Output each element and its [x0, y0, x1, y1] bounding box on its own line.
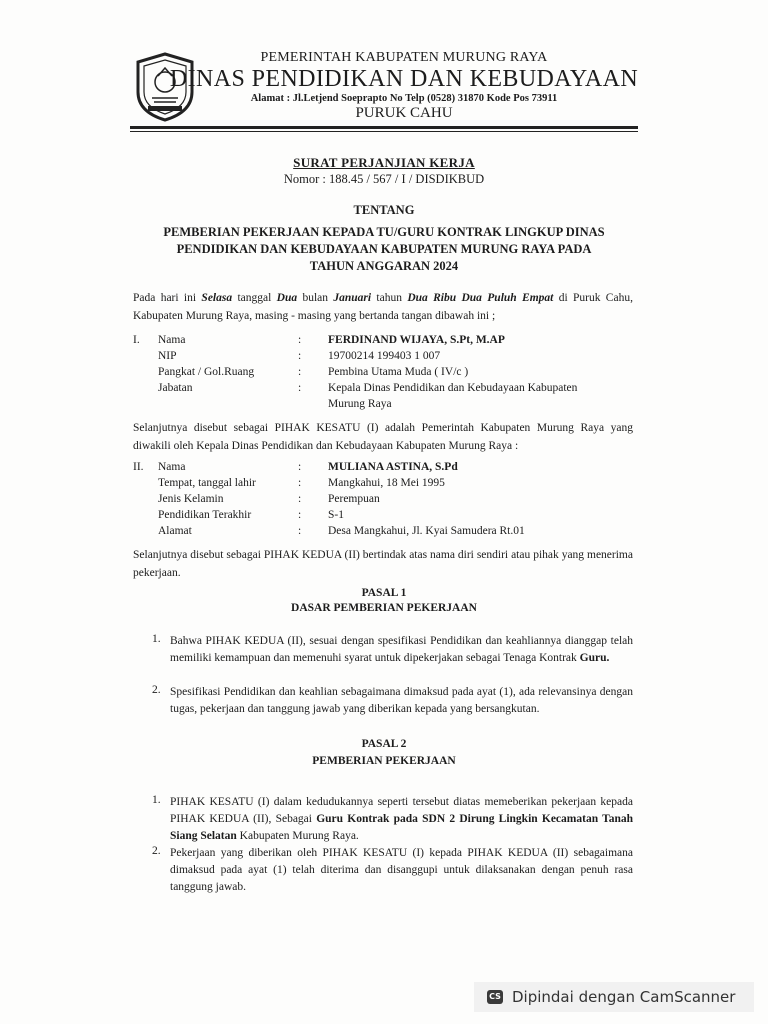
- party1-colon: :: [298, 366, 302, 378]
- party2-colon: :: [298, 525, 302, 537]
- party2-value: Perempuan: [328, 493, 380, 505]
- document-type: SURAT PERJANJIAN KERJA: [293, 155, 475, 170]
- subject-line-1: PEMBERIAN PEKERJAAN KEPADA TU/GURU KONTRAK LINGKUP DINAS: [163, 225, 605, 239]
- intro-text: Pada hari ini: [133, 292, 202, 304]
- scanner-watermark-text: Dipindai dengan CamScanner: [512, 988, 736, 1006]
- article-2-title: PEMBERIAN PEKERJAAN: [312, 755, 456, 767]
- intro-date: Dua: [276, 292, 298, 304]
- article-2-item: Pekerjaan yang diberikan oleh PIHAK KESATU (I) kepada PIHAK KEDUA (II) sebagaimana dimaksud pada ayat (1) telah diterima dan disanggupi untuk dilaksanakan dengan penuh rasa tanggung jawab.: [170, 847, 633, 893]
- article-text-bold: Guru.: [579, 652, 610, 664]
- subject-line-3: TAHUN ANGGARAN 2024: [309, 259, 459, 273]
- subject-line-2: PENDIDIKAN DAN KEBUDAYAAN KABUPATEN MURUNG RAYA PADA: [176, 242, 592, 256]
- party2-value: Desa Mangkahui, Jl. Kyai Samudera Rt.01: [328, 525, 525, 537]
- camscanner-icon: CS: [487, 990, 503, 1004]
- intro-text: bulan: [297, 292, 334, 304]
- party1-label: Pangkat / Gol.Ruang: [158, 366, 255, 378]
- article-1-item-number: 1.: [152, 633, 161, 645]
- party1-colon: :: [298, 334, 302, 346]
- article-text: PIHAK KESATU (I) dalam kedudukannya seperti tersebut diatas memeberikan pekerjaan kepada PIHAK KEDUA (II), Sebagai: [170, 796, 633, 825]
- party2-label: Tempat, tanggal lahir: [158, 477, 256, 489]
- party1-label: NIP: [158, 350, 177, 362]
- intro-year: Dua Ribu Dua Puluh Empat: [407, 292, 554, 304]
- intro-day: Selasa: [201, 292, 233, 304]
- article-1-item: [170, 633, 633, 667]
- party1-value-continued: Murung Raya: [328, 398, 392, 410]
- article-2-heading: PASAL 2: [361, 738, 407, 750]
- article-1-heading: PASAL 1: [361, 587, 407, 599]
- intro-month: Januari: [333, 292, 372, 304]
- party2-label: Jenis Kelamin: [158, 493, 224, 505]
- party2-colon: :: [298, 509, 302, 521]
- article-text: Kabupaten Murung Raya.: [236, 830, 359, 842]
- party1-colon: :: [298, 350, 302, 362]
- article-2-item-number: 2.: [152, 845, 161, 857]
- party1-label: Jabatan: [158, 382, 193, 394]
- about-label: TENTANG: [353, 203, 415, 217]
- letterhead-address: Alamat : Jl.Letjend Soeprapto No Telp (0528) 31870 Kode Pos 73911: [250, 93, 558, 104]
- party2-value: S-1: [328, 509, 344, 521]
- article-1-title: DASAR PEMBERIAN PEKERJAAN: [291, 602, 477, 614]
- party2-label: Nama: [158, 461, 186, 473]
- article-text: Bahwa PIHAK KEDUA (II), sesuai dengan spesifikasi Pendidikan dan keahliannya dianggap telah memiliki kemampuan dan memenuhi syarat untuk dipekerjakan sebagai Tenaga Kontrak: [170, 635, 633, 664]
- party1-value: Pembina Utama Muda ( IV/c ): [328, 366, 469, 378]
- party2-colon: :: [298, 493, 302, 505]
- article-1-item: Spesifikasi Pendidikan dan keahlian sebagaimana dimaksud pada ayat (1), ada relevansinya dengan tugas, pekerjaan dan tanggung jawab yang diberikan kepada yang bersangkutan.: [170, 686, 633, 715]
- intro-text: tanggal: [232, 292, 277, 304]
- party2-description: Selanjutnya disebut sebagai PIHAK KEDUA (II) bertindak atas nama diri sendiri atau pihak yang menerima pekerjaan.: [133, 549, 633, 579]
- party2-colon: :: [298, 477, 302, 489]
- party1-value: FERDINAND WIJAYA, S.Pt, M.AP: [328, 334, 505, 346]
- article-1-item-number: 2.: [152, 684, 161, 696]
- party1-value: 19700214 199403 1 007: [328, 350, 441, 362]
- article-text-bold: Guru Kontrak pada SDN 2 Dirung Lingkin Kecamatan Tanah Siang Selatan: [170, 813, 633, 842]
- party2-label: Pendidikan Terakhir: [158, 509, 252, 521]
- party1-colon: :: [298, 382, 302, 394]
- document-number: Nomor : 188.45 / 567 / I / DISDIKBUD: [283, 172, 485, 186]
- party2-colon: :: [298, 461, 302, 473]
- letterhead-thin-rule: [130, 131, 638, 132]
- party1-description: Selanjutnya disebut sebagai PIHAK KESATU (I) adalah Pemerintah Kabupaten Murung Raya yang diwakili oleh Kepala Dinas Pendidikan dan Kebudayaan Kabupaten Murung Raya :: [133, 422, 633, 452]
- party2-value: Mangkahui, 18 Mei 1995: [328, 477, 445, 489]
- letterhead-agency: DINAS PENDIDIKAN DAN KEBUDAYAAN: [169, 66, 639, 92]
- intro-text: tahun: [371, 292, 408, 304]
- party1-label: Nama: [158, 334, 186, 346]
- party2-label: Alamat: [158, 525, 192, 537]
- article-2-item: [170, 794, 633, 845]
- intro-paragraph: [133, 289, 633, 325]
- letterhead-thick-rule: [130, 126, 638, 129]
- party1-index: I.: [133, 334, 140, 346]
- party2-value: MULIANA ASTINA, S.Pd: [328, 461, 458, 473]
- party2-index: II.: [133, 461, 144, 473]
- party1-value: Kepala Dinas Pendidikan dan Kebudayaan Kabupaten: [328, 382, 578, 394]
- article-2-item-number: 1.: [152, 794, 161, 806]
- intro-text: di Puruk Cahu, Kabupaten Murung Raya, masing - masing yang bertanda tangan dibawah ini ;: [133, 292, 633, 322]
- letterhead-government: PEMERINTAH KABUPATEN MURUNG RAYA: [260, 50, 548, 65]
- letterhead-city: PURUK CAHU: [355, 105, 453, 121]
